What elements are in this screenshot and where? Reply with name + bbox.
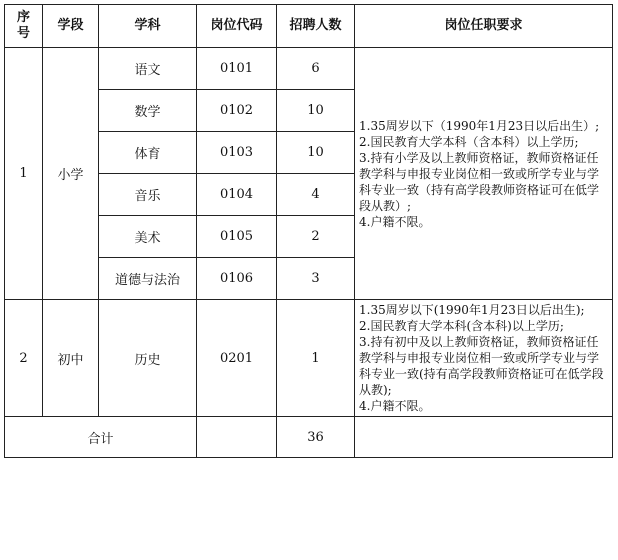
stage-cell: 小学 — [43, 48, 99, 300]
count-cell: 6 — [277, 48, 355, 90]
code-cell: 0101 — [197, 48, 277, 90]
total-count: 36 — [277, 417, 355, 458]
header-stage: 学段 — [43, 5, 99, 48]
code-cell: 0105 — [197, 216, 277, 258]
header-subject: 学科 — [99, 5, 197, 48]
total-requirements-empty — [355, 417, 613, 458]
header-requirements: 岗位任职要求 — [355, 5, 613, 48]
code-cell: 0106 — [197, 258, 277, 300]
header-code: 岗位代码 — [197, 5, 277, 48]
requirements-cell — [355, 300, 613, 417]
recruitment-table — [4, 4, 613, 458]
requirements-cell — [355, 48, 613, 300]
code-cell: 0201 — [197, 300, 277, 417]
stage-cell: 初中 — [43, 300, 99, 417]
requirement-item: 1.35周岁以下(1990年1月23日以后出生); — [359, 303, 585, 317]
total-label: 合计 — [5, 417, 197, 458]
total-row — [5, 417, 613, 458]
subject-cell: 数学 — [99, 90, 197, 132]
requirement-item: 2.国民教育大学本科(含本科)以上学历; — [359, 319, 564, 333]
count-cell: 3 — [277, 258, 355, 300]
requirement-item: 4.户籍不限。 — [359, 399, 431, 413]
table-row — [5, 300, 613, 417]
requirement-item: 3.持有初中及以上教师资格证，教师资格证任教学科与申报专业岗位相一致或所学专业与学科专业一致(持有高学段教师资格证可在低学段从教); — [359, 335, 604, 397]
requirement-item: 1.35周岁以下（1990年1月23日以后出生）; — [359, 118, 600, 133]
count-cell: 10 — [277, 90, 355, 132]
subject-cell: 美术 — [99, 216, 197, 258]
subject-cell: 体育 — [99, 132, 197, 174]
requirement-item: 3.持有小学及以上教师资格证，教师资格证任教学科与申报专业岗位相一致或所学专业与学科专业一致（持有高学段教师资格证可在低学段从教）; — [359, 150, 600, 213]
header-row — [5, 5, 613, 48]
code-cell: 0102 — [197, 90, 277, 132]
count-cell: 2 — [277, 216, 355, 258]
subject-cell: 历史 — [99, 300, 197, 417]
count-cell: 4 — [277, 174, 355, 216]
table-row — [5, 48, 613, 90]
subject-cell: 语文 — [99, 48, 197, 90]
header-no: 序号 — [5, 5, 43, 48]
code-cell: 0103 — [197, 132, 277, 174]
subject-cell: 道德与法治 — [99, 258, 197, 300]
code-cell: 0104 — [197, 174, 277, 216]
total-code-empty — [197, 417, 277, 458]
subject-cell: 音乐 — [99, 174, 197, 216]
count-cell: 1 — [277, 300, 355, 417]
count-cell: 10 — [277, 132, 355, 174]
header-count: 招聘人数 — [277, 5, 355, 48]
row-number: 1 — [5, 48, 43, 300]
row-number: 2 — [5, 300, 43, 417]
requirement-item: 4.户籍不限。 — [359, 214, 431, 229]
requirement-item: 2.国民教育大学本科（含本科）以上学历; — [359, 134, 579, 149]
